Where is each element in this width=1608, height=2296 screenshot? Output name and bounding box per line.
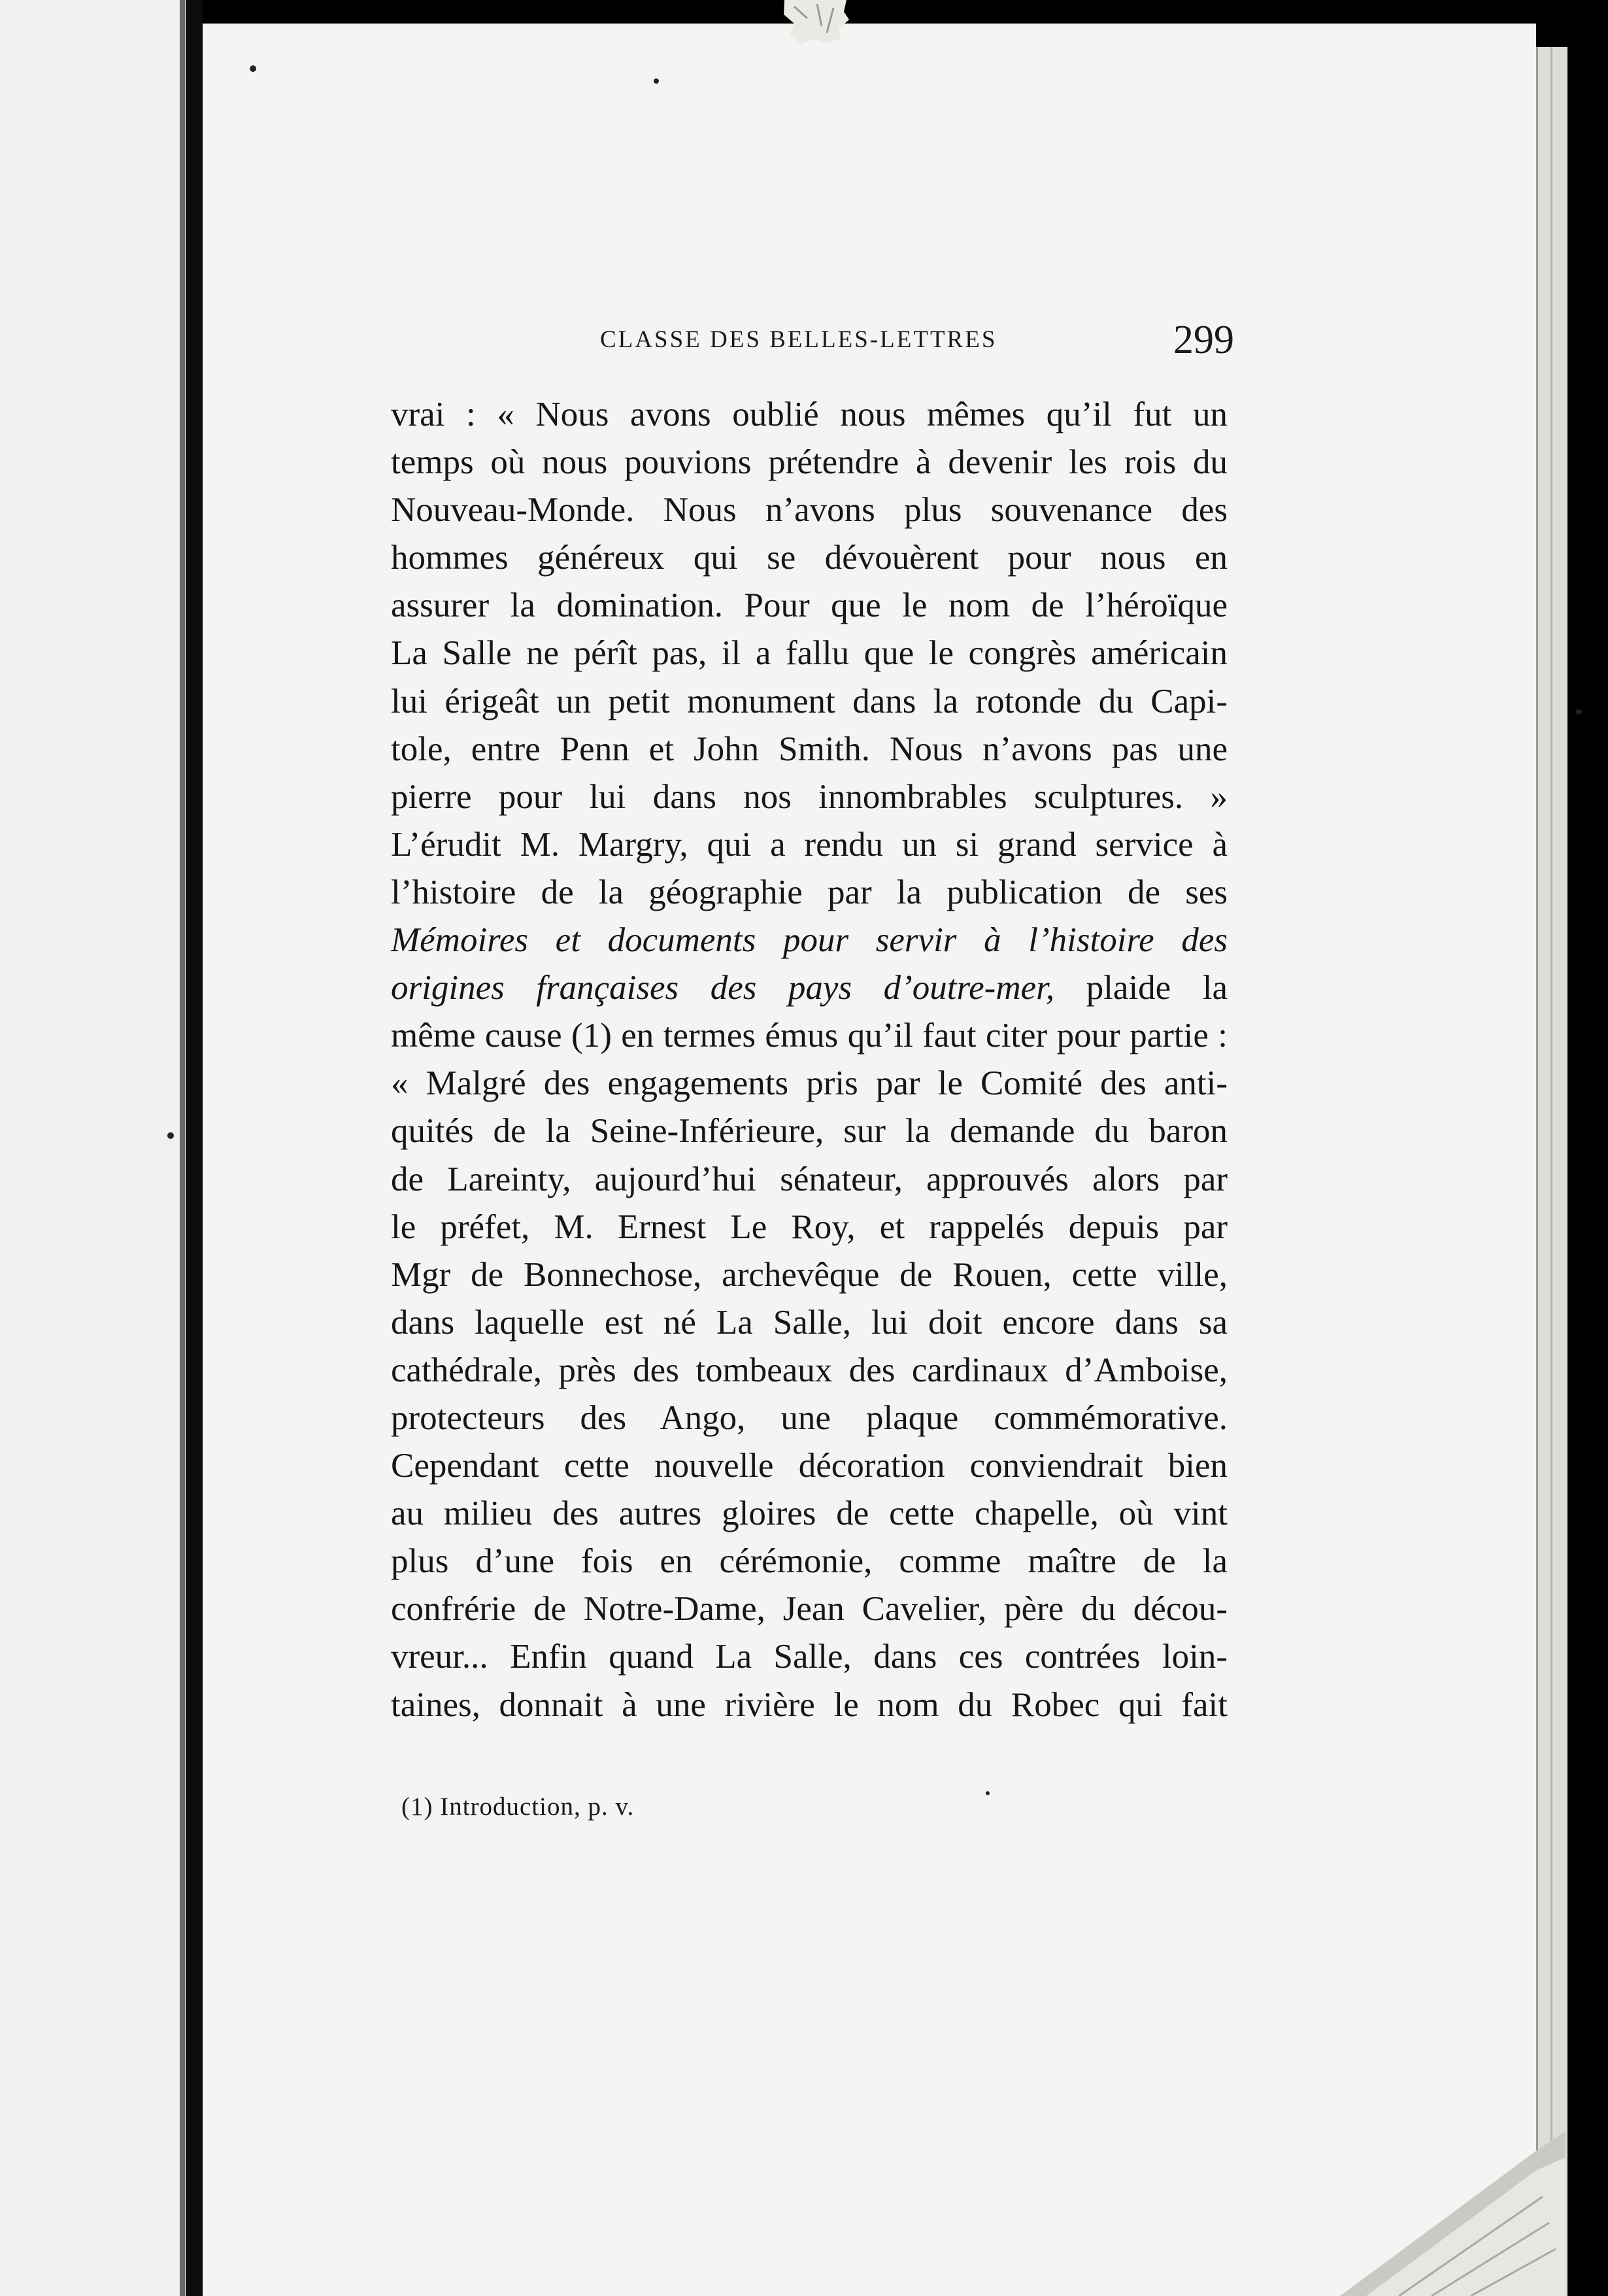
- text-line: confrérie de Notre-Dame, Jean Cavelier, père du décou-: [391, 1590, 1228, 1629]
- torn-paper-fragment: [781, 0, 853, 46]
- text-line: temps où nous pouvions prétendre à devenir les rois du: [391, 443, 1228, 482]
- text-line: Cependant cette nouvelle décoration conviendrait bien: [391, 1447, 1228, 1485]
- text-line: vrai : « Nous avons oublié nous mêmes qu’il fut un: [391, 396, 1228, 433]
- dust-speck: [250, 65, 256, 72]
- text-line: lui érigeât un petit monument dans la rotonde du Capi-: [391, 682, 1228, 720]
- dust-speck: [167, 1132, 174, 1139]
- footnote: (1) Introduction, p. v.: [401, 1793, 635, 1821]
- curled-page-corner: [1340, 2072, 1566, 2296]
- text-line: protecteurs des Ango, une plaque commémorative.: [391, 1398, 1228, 1437]
- text-line: Mgr de Bonnechose, archevêque de Rouen, cette ville,: [391, 1255, 1228, 1294]
- binding-gutter: [186, 0, 203, 2296]
- text-line: taines, donnait à une rivière le nom du Robec qui fait: [391, 1685, 1228, 1724]
- text-line: La Salle ne pérît pas, il a fallu que le congrès américain: [391, 634, 1228, 673]
- page-stack-line: [1550, 47, 1552, 2296]
- previous-page-edge: [0, 0, 190, 2296]
- text-line: Nouveau-Monde. Nous n’avons plus souvenance des: [391, 491, 1228, 530]
- italic-title-fragment: origines françaises des pays d’outre-mer,: [391, 969, 1055, 1007]
- text-line: dans laquelle est né La Salle, lui doit encore dans sa: [391, 1303, 1228, 1342]
- text-line: assurer la domination. Pour que le nom de l’héroïque: [391, 586, 1228, 625]
- dust-speck: [986, 1791, 990, 1795]
- text-line: plus d’une fois en cérémonie, comme maître de la: [391, 1542, 1228, 1581]
- page-number: 299: [1173, 318, 1234, 362]
- text-line: quités de la Seine-Inférieure, sur la demande du baron: [391, 1112, 1228, 1151]
- binding-shadow: [180, 0, 185, 2296]
- text-line: hommes généreux qui se dévouèrent pour nous en: [391, 539, 1228, 577]
- text-line: de Lareinty, aujourd’hui sénateur, approuvés alors par: [391, 1160, 1228, 1198]
- text-line: cathédrale, près des tombeaux des cardinaux d’Amboise,: [391, 1351, 1228, 1389]
- text-line: au milieu des autres gloires de cette chapelle, où vint: [391, 1494, 1228, 1533]
- text-line: l’histoire de la géographie par la publication de ses: [391, 873, 1228, 911]
- text-line: le préfet, M. Ernest Le Roy, et rappelés depuis par: [391, 1207, 1228, 1246]
- text-line: tole, entre Penn et John Smith. Nous n’avons pas une: [391, 730, 1228, 768]
- running-head: CLASSE DES BELLES-LETTRES: [600, 326, 997, 353]
- dust-speck: [1575, 709, 1582, 715]
- text-line: pierre pour lui dans nos innombrables sculptures. »: [391, 777, 1228, 816]
- body-text: [391, 391, 1228, 1729]
- text-line: même cause (1) en termes émus qu’il faut citer pour partie :: [391, 1017, 1228, 1055]
- page-header: [600, 320, 1234, 367]
- text-line: L’érudit M. Margry, qui a rendu un si grand service à: [391, 825, 1228, 864]
- mixed-title-line: [391, 964, 1228, 1012]
- italic-title-line: Mémoires et documents pour servir à l’histoire des: [391, 921, 1228, 960]
- text-fragment: plaide la: [1054, 969, 1228, 1007]
- text-line: vreur... Enfin quand La Salle, dans ces contrées loin-: [391, 1638, 1228, 1676]
- dust-speck: [654, 78, 659, 84]
- text-line: « Malgré des engagements pris par le Comité des anti-: [391, 1064, 1228, 1103]
